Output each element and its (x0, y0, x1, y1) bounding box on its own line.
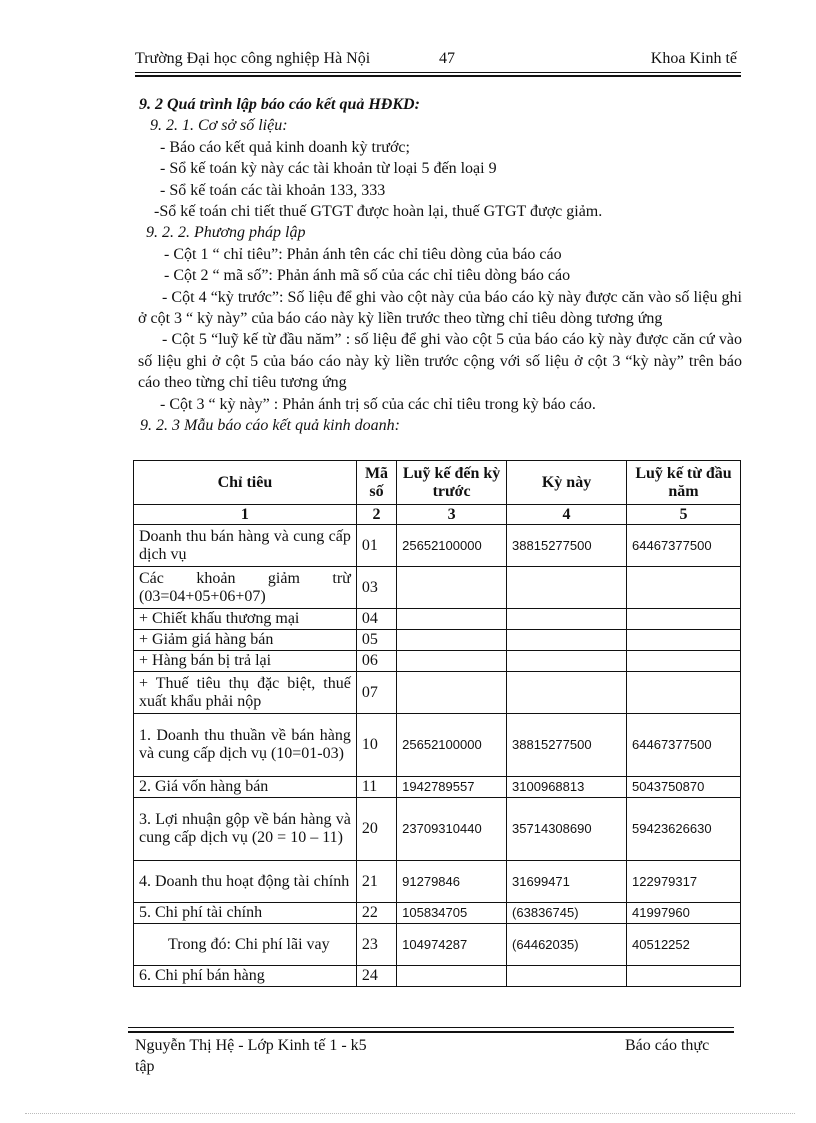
header-rule (135, 72, 741, 73)
table-row (134, 777, 741, 798)
row-current-value: 38815277500 (507, 714, 627, 777)
body-text (138, 94, 742, 437)
table-header-row (134, 461, 741, 505)
row-current-value (507, 966, 627, 987)
row-code: 03 (356, 567, 396, 609)
row-ytd-value: 64467377500 (627, 525, 741, 567)
table-row (134, 798, 741, 861)
row-ytd-value (627, 567, 741, 609)
row-prev-value (397, 966, 507, 987)
row-current-value: 31699471 (507, 861, 627, 903)
header-cell: Chỉ tiêu (134, 461, 357, 505)
row-ytd-value (627, 609, 741, 630)
table-row (134, 966, 741, 987)
footer-rule (128, 1027, 734, 1028)
section-title: 9. 2 Quá trình lập báo cáo kết quả HĐKD: (139, 96, 420, 113)
header-cell: Luỹ kế từ đầu năm (627, 461, 741, 505)
row-label: 3. Lợi nhuận gộp về bán hàng và cung cấp dịch vụ (20 = 10 – 11) (134, 798, 357, 861)
row-prev-value: 104974287 (397, 924, 507, 966)
row-label: + Hàng bán bị trả lại (134, 651, 357, 672)
table-row (134, 651, 741, 672)
row-prev-value: 1942789557 (397, 777, 507, 798)
row-prev-value: 25652100000 (397, 714, 507, 777)
row-code: 21 (356, 861, 396, 903)
row-ytd-value: 59423626630 (627, 798, 741, 861)
row-current-value (507, 609, 627, 630)
row-label: 4. Doanh thu hoạt động tài chính (134, 861, 357, 903)
column-number-row (134, 505, 741, 525)
column-number: 5 (627, 505, 741, 525)
row-label: Các khoản giảm trừ (03=04+05+06+07) (134, 567, 357, 609)
row-current-value (507, 651, 627, 672)
row-label: + Giảm giá hàng bán (134, 630, 357, 651)
row-code: 04 (356, 609, 396, 630)
row-code: 20 (356, 798, 396, 861)
method-item: - Cột 1 “ chỉ tiêu”: Phản ánh tên các chỉ tiêu dòng của báo cáo (164, 245, 562, 263)
page-header (135, 50, 741, 72)
row-code: 24 (356, 966, 396, 987)
header-cell: Luỹ kế đến kỳ trước (397, 461, 507, 505)
header-school: Trường Đại học công nghiệp Hà Nội (135, 50, 371, 67)
row-code: 01 (356, 525, 396, 567)
row-label: 6. Chi phí bán hàng (134, 966, 357, 987)
row-code: 05 (356, 630, 396, 651)
row-current-value (507, 567, 627, 609)
column-number: 2 (356, 505, 396, 525)
row-prev-value (397, 609, 507, 630)
row-prev-value: 105834705 (397, 903, 507, 924)
footer-report-title-continued: tập (135, 1058, 155, 1075)
column-number: 3 (397, 505, 507, 525)
table-row (134, 861, 741, 903)
table-row (134, 903, 741, 924)
income-statement-table (133, 460, 741, 987)
row-prev-value (397, 630, 507, 651)
row-ytd-value: 64467377500 (627, 714, 741, 777)
row-label: 1. Doanh thu thuần về bán hàng và cung cấp dịch vụ (10=01-03) (134, 714, 357, 777)
table-row (134, 630, 741, 651)
row-code: 07 (356, 672, 396, 714)
row-code: 11 (356, 777, 396, 798)
row-current-value: 35714308690 (507, 798, 627, 861)
row-label: Doanh thu bán hàng và cung cấp dịch vụ (134, 525, 357, 567)
row-ytd-value: 41997960 (627, 903, 741, 924)
subsection-title-2: 9. 2. 2. Phương pháp lập (146, 224, 306, 242)
row-code: 10 (356, 714, 396, 777)
basis-item: - Sổ kế toán kỳ này các tài khoản từ loại 5 đến loại 9 (160, 160, 497, 178)
row-prev-value (397, 651, 507, 672)
table-row (134, 924, 741, 966)
basis-item: -Sổ kế toán chi tiết thuế GTGT được hoàn lại, thuế GTGT được giảm. (154, 203, 603, 221)
header-cell: Kỳ này (507, 461, 627, 505)
basis-item: - Báo cáo kết quả kinh doanh kỳ trước; (160, 138, 410, 156)
header-cell: Mã số (356, 461, 396, 505)
row-code: 23 (356, 924, 396, 966)
header-rule-thick (135, 75, 741, 77)
method-item: - Cột 3 “ kỳ này” : Phản ánh trị số của các chỉ tiêu trong kỳ báo cáo. (160, 395, 596, 413)
table-row (134, 525, 741, 567)
table-row (134, 567, 741, 609)
row-prev-value: 25652100000 (397, 525, 507, 567)
column-number: 4 (507, 505, 627, 525)
row-prev-value (397, 672, 507, 714)
row-ytd-value: 40512252 (627, 924, 741, 966)
row-label: + Chiết khấu thương mại (134, 609, 357, 630)
basis-item: - Sổ kế toán các tài khoản 133, 333 (160, 181, 386, 199)
method-item: - Cột 5 “luỹ kế từ đầu năm” : số liệu để ghi vào cột 5 của báo cáo kỳ này được căn cứ vào số liệu ghi ở cột 5 của báo cáo này kỳ liền trước cộng với số liệu ở cột 3 “kỳ này” trên báo cáo theo từng chỉ tiêu tương ứng (138, 331, 742, 392)
footer-report-title: Báo cáo thực (625, 1037, 710, 1054)
footer-author: Nguyễn Thị Hệ - Lớp Kinh tế 1 - k5 (135, 1037, 367, 1054)
header-page-number: 47 (439, 50, 455, 67)
table-row (134, 609, 741, 630)
row-prev-value (397, 567, 507, 609)
row-current-value (507, 672, 627, 714)
subsection-title-1: 9. 2. 1. Cơ sở số liệu: (150, 117, 288, 135)
method-item: - Cột 4 “kỳ trước”: Số liệu để ghi vào cột này của báo cáo kỳ này được căn vào số liệu ghi ở cột 3 “ kỳ này” của báo cáo này kỳ liền trước theo từng chỉ tiêu dòng tương ứng (138, 288, 742, 328)
row-ytd-value: 5043750870 (627, 777, 741, 798)
row-current-value: (63836745) (507, 903, 627, 924)
row-ytd-value (627, 672, 741, 714)
row-label: 5. Chi phí tài chính (134, 903, 357, 924)
row-current-value: 3100968813 (507, 777, 627, 798)
row-label: Trong đó: Chi phí lãi vay (134, 924, 357, 966)
row-label: + Thuế tiêu thụ đặc biệt, thuế xuất khẩu phải nộp (134, 672, 357, 714)
row-prev-value: 23709310440 (397, 798, 507, 861)
footer-rule-thick (128, 1031, 734, 1033)
row-code: 06 (356, 651, 396, 672)
row-current-value (507, 630, 627, 651)
method-item: - Cột 2 “ mã số”: Phản ánh mã số của các chỉ tiêu dòng báo cáo (164, 267, 571, 285)
page-bottom-divider (25, 1113, 795, 1114)
row-prev-value: 91279846 (397, 861, 507, 903)
row-label: 2. Giá vốn hàng bán (134, 777, 357, 798)
row-current-value: 38815277500 (507, 525, 627, 567)
row-ytd-value (627, 651, 741, 672)
table-row (134, 714, 741, 777)
row-ytd-value (627, 630, 741, 651)
row-ytd-value: 122979317 (627, 861, 741, 903)
column-number: 1 (134, 505, 357, 525)
header-faculty: Khoa Kinh tế (650, 50, 737, 67)
row-code: 22 (356, 903, 396, 924)
table-row (134, 672, 741, 714)
row-current-value: (64462035) (507, 924, 627, 966)
row-ytd-value (627, 966, 741, 987)
subsection-title-3: 9. 2. 3 Mẫu báo cáo kết quả kinh doanh: (140, 417, 400, 435)
